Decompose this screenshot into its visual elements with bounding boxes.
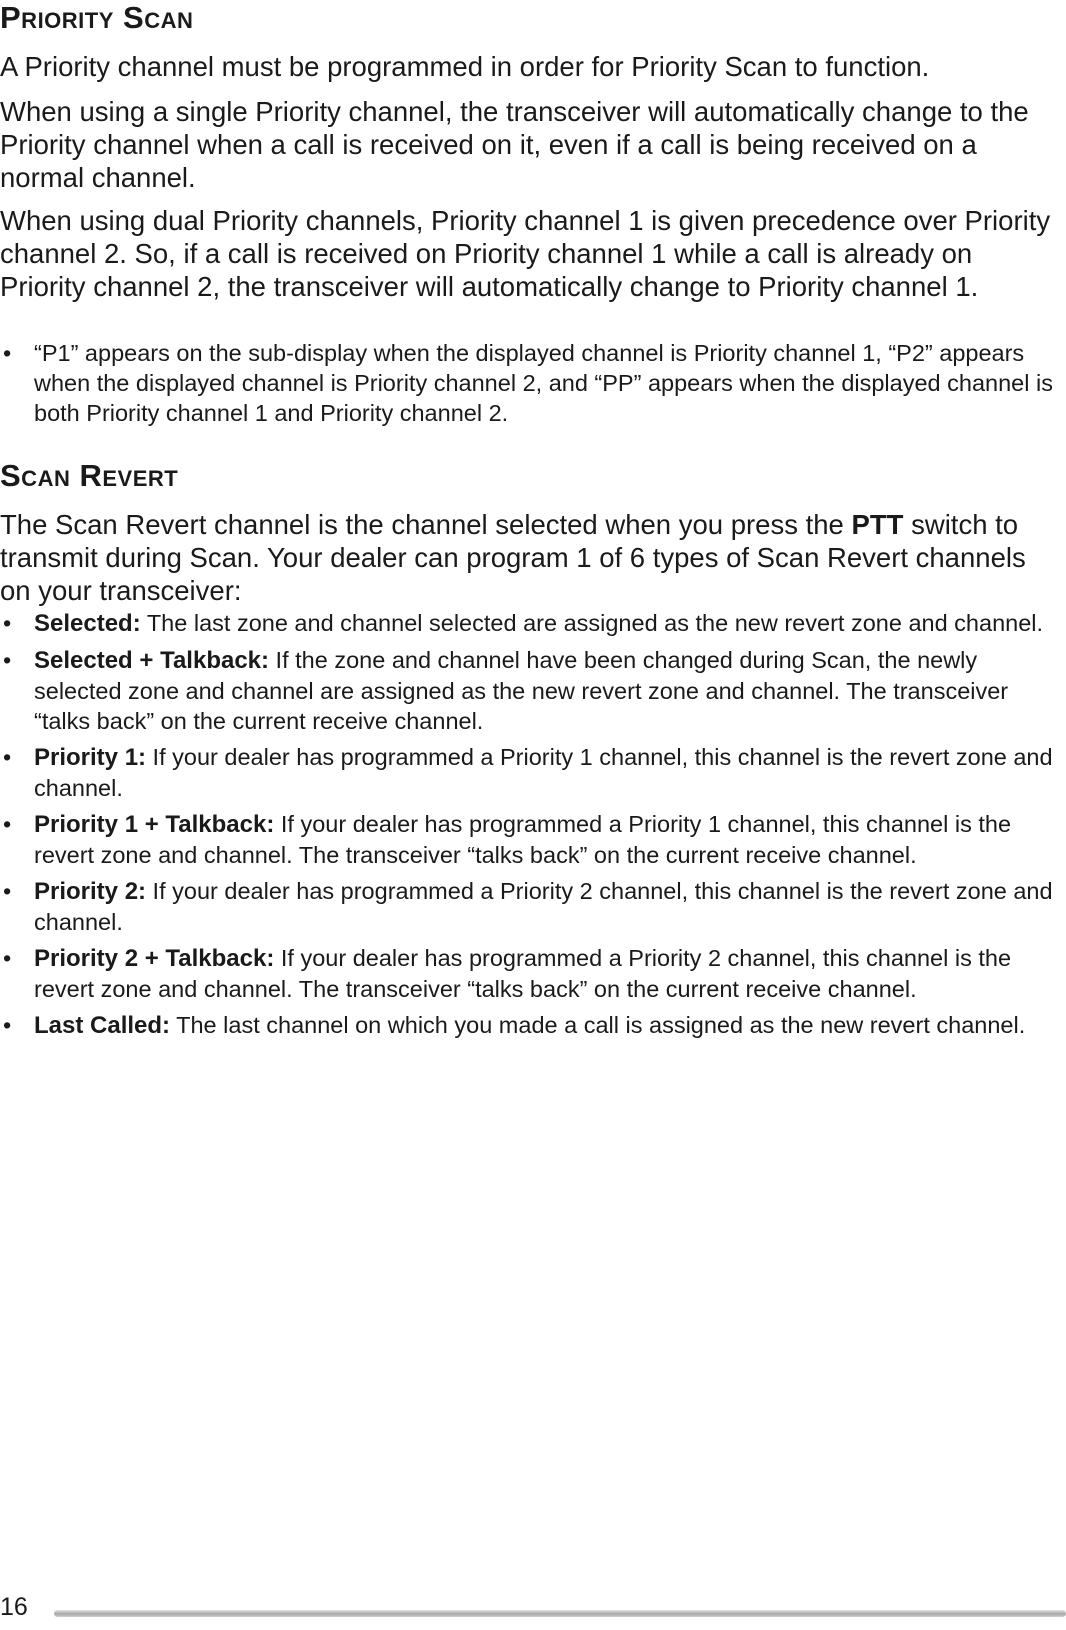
scan-revert-types-list — [0, 608, 1066, 1041]
footer-rule — [54, 1610, 1066, 1617]
page-number: 16 — [0, 1593, 28, 1621]
revert-type-label: Priority 1 + Talkback: — [34, 811, 275, 838]
bullet-icon: • — [3, 945, 12, 971]
list-item — [0, 809, 1066, 870]
bullet-icon: • — [3, 744, 12, 770]
list-item — [0, 338, 1066, 428]
intro-text-end: switch to transmit during Scan. Your dealer can program 1 of 6 types of Scan Revert channels on your transceiver: — [0, 509, 1026, 606]
revert-type-label: Selected + Talkback: — [34, 647, 270, 674]
list-item — [0, 608, 1066, 639]
bullet-icon: • — [3, 340, 12, 366]
priority-scan-para-2: When using a single Priority channel, the transceiver will automatically change to the Priority channel when a call is received on it, even if a call is being received on a normal channel. — [0, 96, 1029, 193]
list-item — [0, 645, 1066, 736]
bullet-icon: • — [3, 647, 12, 673]
bullet-icon: • — [3, 878, 12, 904]
scan-revert-heading: Scan Revert — [0, 458, 179, 493]
list-item — [0, 943, 1066, 1004]
revert-type-desc: If your dealer has programmed a Priority 1 channel, this channel is the revert zone and channel. — [34, 744, 1053, 801]
list-item — [0, 742, 1066, 803]
revert-type-desc: If your dealer has programmed a Priority 2 channel, this channel is the revert zone and channel. The transceiver “talks back” on the current receive channel. — [34, 945, 1012, 1002]
revert-type-desc: The last channel on which you made a call is assigned as the new revert channel. — [170, 1012, 1026, 1038]
priority-display-note: “P1” appears on the sub-display when the displayed channel is Priority channel 1, “P2” appears when the displayed channel is Priority channel 2, and “PP” appears when the displayed channel is both Priority channel 1 and Priority channel 2. — [34, 340, 1053, 426]
revert-type-desc: The last zone and channel selected are assigned as the new revert zone and channel. — [140, 610, 1044, 636]
revert-type-desc: If your dealer has programmed a Priority 2 channel, this channel is the revert zone and channel. — [34, 878, 1053, 935]
list-item — [0, 876, 1066, 937]
priority-scan-para-3: When using dual Priority channels, Priority channel 1 is given precedence over Priority channel 2. So, if a call is received on Priority channel 1 while a call is already on Priority channel 2, the transceiver will automatically change to Priority channel 1. — [0, 205, 1051, 302]
revert-type-label: Priority 2: — [34, 878, 147, 905]
revert-type-label: Selected: — [34, 610, 141, 637]
bullet-icon: • — [3, 1012, 12, 1038]
bullet-icon: • — [3, 811, 12, 837]
bullet-icon: • — [3, 610, 12, 636]
revert-type-label: Priority 2 + Talkback: — [34, 945, 275, 972]
priority-scan-para-1: A Priority channel must be programmed in order for Priority Scan to function. — [0, 51, 930, 82]
priority-scan-heading: Priority Scan — [0, 0, 194, 35]
revert-type-label: Priority 1: — [34, 744, 147, 771]
scan-revert-intro — [0, 508, 1060, 607]
list-item — [0, 1010, 1066, 1041]
revert-type-desc: If the zone and channel have been changed during Scan, the newly selected zone and channel are assigned as the new revert zone and channel. The transceiver “talks back” on the current receive channel. — [34, 647, 1009, 734]
priority-scan-bullets — [0, 338, 1066, 428]
intro-text-start: The Scan Revert channel is the channel selected when you press the — [0, 509, 852, 540]
revert-type-label: Last Called: — [34, 1012, 171, 1039]
revert-type-desc: If your dealer has programmed a Priority 1 channel, this channel is the revert zone and channel. The transceiver “talks back” on the current receive channel. — [34, 811, 1012, 868]
ptt-label: PTT — [851, 509, 904, 540]
